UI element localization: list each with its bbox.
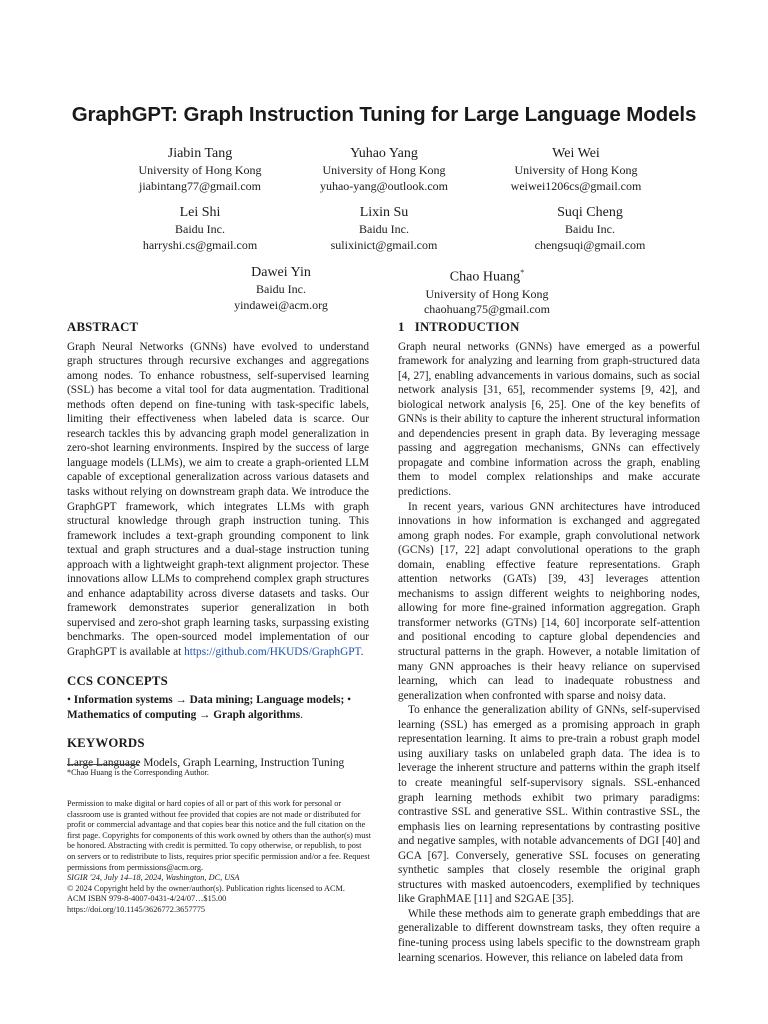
ccs-text — [67, 693, 369, 722]
ccs-end: . — [300, 708, 303, 721]
author-affiliation: Baidu Inc. — [359, 222, 409, 236]
abstract-end: . — [360, 646, 364, 659]
ccs-item: Mathematics of computing → Graph algorithms — [67, 708, 301, 721]
author-email: jiabintang77@gmail.com — [138, 178, 262, 193]
abstract-body: Graph Neural Networks (GNNs) have evolved to understand graph structures through recursive exchanges and aggregations among nodes. To enhance robustness, self-supervised learning (SSL) has become a vital tool for data augmentation. Traditional methods often depend on fine-tuning with task-specific labels, limiting their effectiveness when labeled data is scarce. Our research tackles this by advancing graph model generalization in zero-shot learning environments. Inspired by the success of large language models (LLMs), we aim to create a graph-oriented LLM capable of exceptional generalization across various datasets and tasks without relying on downstream graph data. We introduce the GraphGPT framework, which integrates LLMs with graph structural knowledge through graph instruction tuning. This framework includes a text-graph grounding component to link textual and graph structures and a dual-stage instruction tuning approach with a lightweight graph-text alignment projector. These innovations allow LLMs to comprehend complex graph structures and enhance adaptability across diverse datasets and tasks. Our framework demonstrates superior generalization in both supervised and zero-shot graph learning tasks, surpassing existing benchmarks. The open-sourced model implementation of our GraphGPT is available at — [67, 340, 369, 659]
intro-paragraph: To enhance the generalization ability of GNNs, self-supervised learning (SSL) has emerged as a promising approach in graph representation learning. It aims to pre-train a robust graph model using auxiliary tasks on unlabeled graph data. The idea is to leverage the inherent structure and patterns within the graph itself to create meaningful self-supervisory signals. SSL-enhanced graph learning methods exhibit two primary paradigms: contrastive SSL and generative SSL. Within contrastive SSL, the emphasis lies on learning representations by contrasting positive and negative samples, with notable advancements of DGI [40] and GCA [67]. Conversely, generative SSL focuses on generating synthetic samples that closely resemble the original graph structures with masked autoencoders, exemplified by techniques like GraphMAE [11] and S2GAE [35]. — [398, 704, 700, 906]
github-link[interactable]: https://github.com/HKUDS/GraphGPT — [184, 646, 361, 659]
author-email: harryshi.cs@gmail.com — [142, 237, 258, 252]
left-column — [67, 320, 369, 770]
author-name: Jiabin Tang — [167, 146, 233, 161]
author-name-text: Chao Huang — [449, 269, 521, 285]
isbn: ACM ISBN 979-8-4007-0431-4/24/07…$15.00 — [67, 894, 227, 904]
author-name: Dawei Yin — [251, 265, 311, 280]
permission-block — [67, 799, 371, 916]
venue: SIGIR '24, July 14–18, 2024, Washington, DC, USA — [67, 873, 240, 883]
keywords-text: Large Language Models, Graph Learning, Instruction Tuning — [67, 756, 345, 769]
footnote-rule — [67, 764, 139, 765]
author-name: Lixin Su — [359, 205, 409, 220]
author-block — [456, 145, 696, 194]
right-column — [398, 320, 700, 965]
author-name: Lei Shi — [179, 205, 221, 220]
author-email: chengsuqi@gmail.com — [534, 237, 646, 252]
author-affiliation: University of Hong Kong — [425, 286, 549, 301]
paper-title: GraphGPT: Graph Instruction Tuning for Large Language Models — [71, 103, 697, 126]
intro-paragraph: In recent years, various GNN architectures have introduced innovations in how information is exchanged and aggregated among graph nodes. For example, graph convolutional network (GCNs) [17, 22] adapt convolutional operations to the graph domain, enabling effective feature representations. Graph attention networks (GATs) [39, 43] leverages attention mechanisms to assign different weights to neighboring nodes, allowing for more fine-grained information aggregation. Graph transformer networks (GTNs) [14, 60] incorporate self-attention and positional encoding to capture global dependencies and structural patterns in the graph. However, a notable limitation of many GNN approaches is their heavy reliance on supervised learning, which can lead to inadequate robustness and generalization when confronted with sparse and noisy data. — [398, 500, 700, 702]
author-block — [367, 264, 607, 318]
author-email: yuhao-yang@outlook.com — [319, 178, 449, 193]
author-email: chaohuang75@gmail.com — [423, 302, 551, 317]
bullet: • — [67, 694, 71, 707]
keywords-heading: KEYWORDS — [67, 736, 145, 751]
ccs-item: Information systems → Data mining; Language models; — [73, 694, 345, 707]
ccs-section — [67, 674, 369, 723]
author-affiliation: University of Hong Kong — [514, 163, 638, 177]
author-affiliation: Baidu Inc. — [565, 222, 615, 236]
author-affiliation: Baidu Inc. — [175, 222, 225, 236]
bullet: • — [347, 694, 352, 707]
footnote: *Chao Huang is the Corresponding Author. — [67, 768, 209, 777]
author-name — [367, 264, 607, 287]
author-name: Suqi Cheng — [557, 205, 623, 220]
abstract-text — [67, 340, 369, 660]
intro-paragraph: Graph neural networks (GNNs) have emerged as a powerful framework for analyzing and learning from graph-structured data [4, 27], enabling advancements in various domains, such as social network analysis [31, 65], recommender systems [9, 42], and biological network analysis [6, 25]. One of the key benefits of GNNs is their ability to capture the inherent structural information and dependencies present in graph data. By leveraging message passing and aggregation mechanisms, GNNs can effectively propagate and combine information across the graph, enabling them to model complex relationships and make accurate predictions. — [398, 340, 700, 499]
author-email: yindawei@acm.org — [234, 297, 328, 312]
corresponding-mark: * — [520, 268, 525, 277]
author-email: sulixinict@gmail.com — [330, 237, 438, 252]
author-block — [161, 264, 401, 313]
introduction-heading: 1 INTRODUCTION — [398, 320, 520, 334]
author-affiliation: University of Hong Kong — [138, 163, 262, 177]
keywords-section — [67, 736, 369, 770]
abstract-heading: ABSTRACT — [67, 320, 139, 334]
author-block — [470, 204, 710, 253]
author-affiliation: Baidu Inc. — [256, 282, 306, 296]
author-name: Yuhao Yang — [350, 146, 418, 161]
intro-paragraph: While these methods aim to generate graph embeddings that are generalizable to different downstream tasks, they often require a fine-tuning process using labels specific to the downstream graph learning scenarios. However, this reliance on labeled data from — [398, 907, 700, 964]
ccs-heading: CCS CONCEPTS — [67, 673, 168, 688]
doi: https://doi.org/10.1145/3626772.3657775 — [67, 904, 206, 914]
author-email: weiwei1206cs@gmail.com — [510, 178, 642, 193]
author-name: Wei Wei — [552, 146, 600, 161]
copyright: © 2024 Copyright held by the owner/author(s). Publication rights licensed to ACM. — [67, 883, 345, 893]
author-affiliation: University of Hong Kong — [322, 163, 446, 177]
permission-text: Permission to make digital or hard copies of all or part of this work for personal or classroom use is granted without fee provided that copies are not made or distributed for profit or commercial advantage and that copies bear this notice and the full citation on the first page. Copyrights for components of this work owned by others than the author(s) must be honored. Abstracting with credit is permitted. To copy otherwise, or republish, to post on servers or to redistribute to lists, requires prior specific permission and/or a fee. Request permissions from permissions@acm.org. — [67, 799, 371, 872]
author-block — [264, 204, 504, 253]
